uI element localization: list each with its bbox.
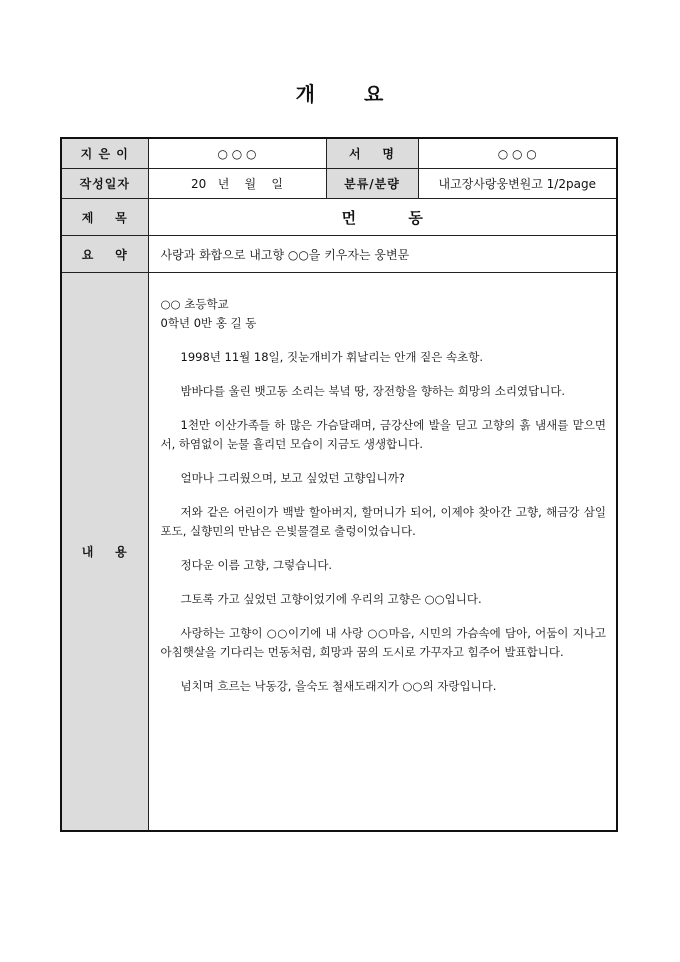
student-line: 0학년 0반 홍 길 동 [160, 316, 257, 330]
date-value: 20 년 월 일 [148, 169, 326, 199]
paragraph: 그토록 가고 싶었던 고향이었기에 우리의 고향은 ○○입니다. [180, 592, 482, 606]
summary-label: 요 약 [61, 236, 148, 273]
paragraph: 사랑하는 고향이 ○○이기에 내 사랑 ○○마음, 시민의 가슴속에 담아, 어둠이 지나고 아침햇살을 기다리는 먼동처럼, 희망과 꿈의 도시로 가꾸자고 힘주어 발표합니다. [160, 626, 606, 659]
title-left: 개 [295, 82, 316, 106]
paragraph: 정다운 이름 고향, 그렇습니다. [180, 558, 333, 572]
paragraph: 1998년 11월 18일, 짓눈개비가 휘날리는 안개 짙은 속초항. [180, 350, 484, 364]
summary-value: 사랑과 화합으로 내고향 ○○을 키우자는 웅변문 [148, 236, 617, 273]
date-row [61, 169, 617, 199]
content-label: 내 용 [61, 273, 148, 831]
author-label: 지 은 이 [61, 138, 148, 169]
paragraph: 1천만 이산가족들 하 많은 가슴달래며, 금강산에 발을 딛고 고향의 흙 냄새를 맡으면서, 하염없이 눈물 흘리던 모습이 지금도 생생합니다. [160, 418, 606, 451]
page-title [0, 78, 680, 107]
category-value: 내고장사랑웅변원고 1/2page [418, 169, 617, 199]
paragraph: 저와 같은 어린이가 백발 할아버지, 할머니가 되어, 이제야 찾아간 고향, 해금강 삼일포도, 실향민의 만남은 은빛물결로 출렁이었습니다. [160, 505, 606, 538]
school-line: ○○ 초등학교 [160, 297, 229, 311]
subject-label: 제 목 [61, 199, 148, 236]
name-label: 서 명 [326, 138, 418, 169]
author-row [61, 138, 617, 169]
paragraph: 넘치며 흐르는 낙동강, 을숙도 철새도래지가 ○○의 자랑입니다. [180, 679, 497, 693]
paragraph: 얼마나 그리웠으며, 보고 싶었던 고향입니까? [180, 471, 405, 485]
subject-row [61, 199, 617, 236]
subject-value: 먼 동 [148, 199, 617, 236]
name-value: ○ ○ ○ [418, 138, 617, 169]
content-row [61, 273, 617, 831]
overview-table [60, 137, 618, 832]
date-label: 작성일자 [61, 169, 148, 199]
author-value: ○ ○ ○ [148, 138, 326, 169]
paragraph: 밤바다를 울린 뱃고동 소리는 북녘 땅, 장전항을 향하는 희망의 소리였답니다. [180, 384, 566, 398]
summary-row [61, 236, 617, 273]
title-right: 요 [364, 82, 385, 106]
category-label: 분류/분량 [326, 169, 418, 199]
content-body [148, 273, 617, 831]
